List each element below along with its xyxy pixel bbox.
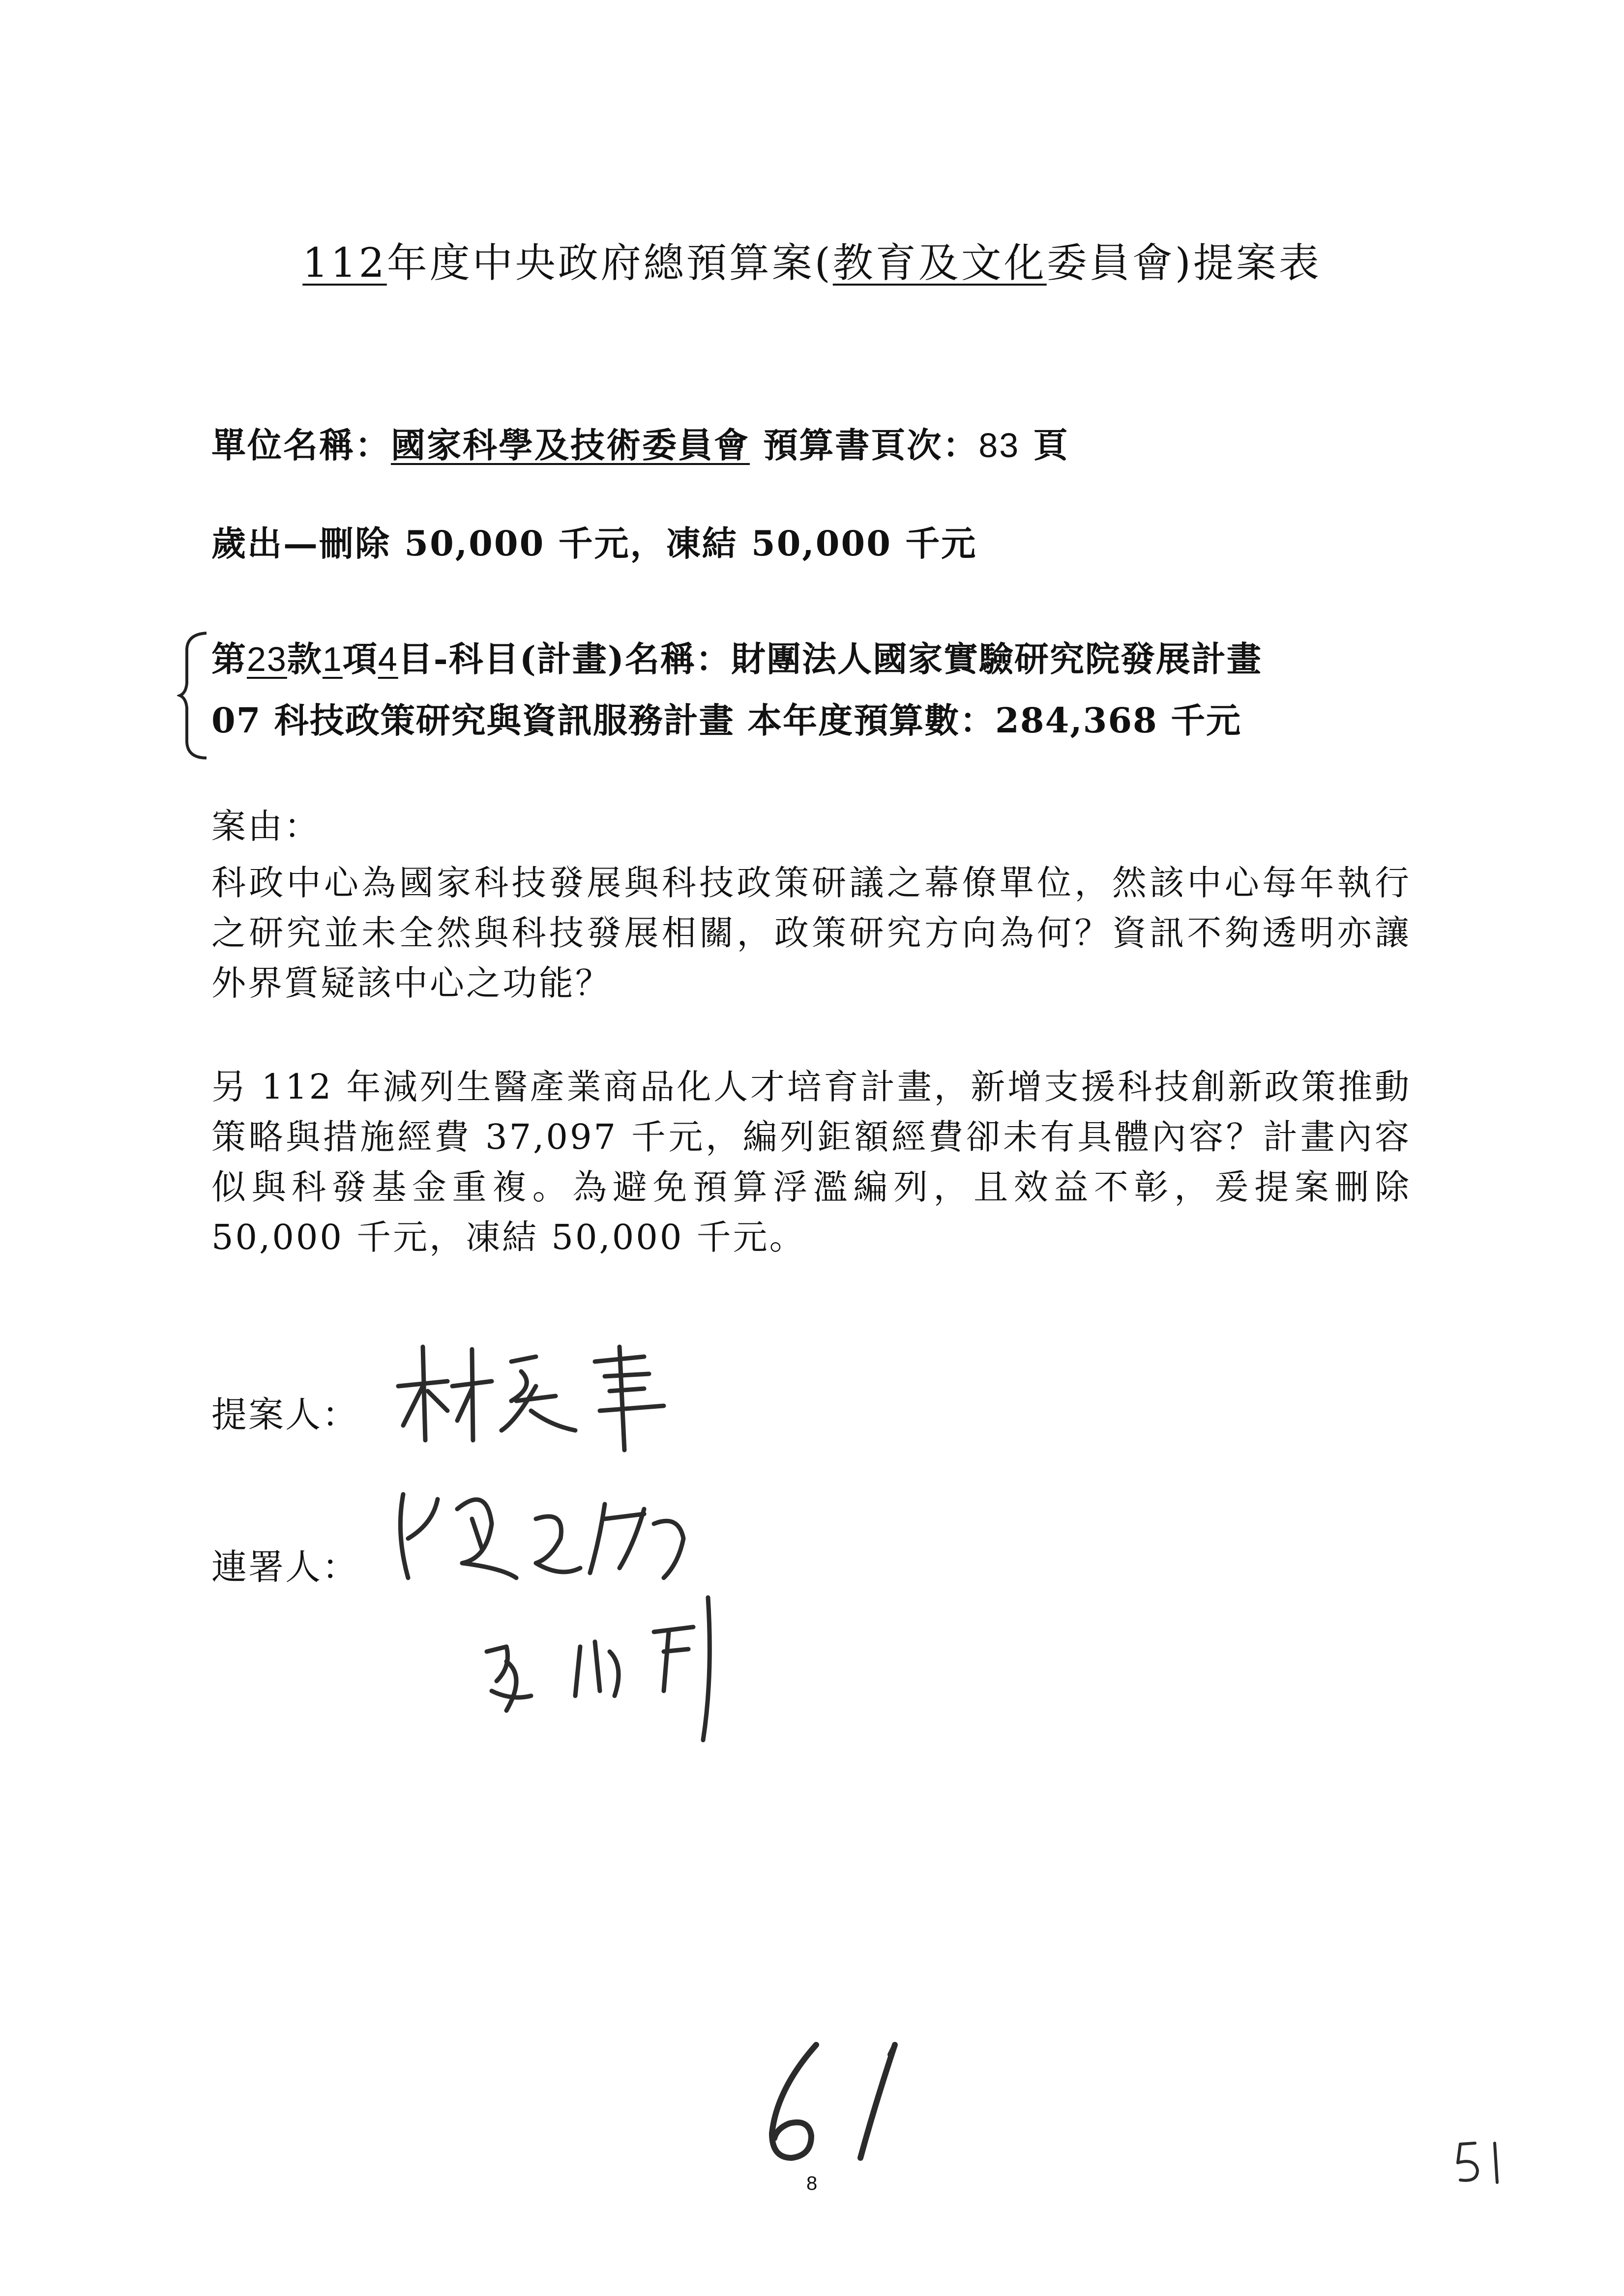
unit-label: 單位名稱：	[211, 425, 391, 465]
reason-paragraph-2: 另 112 年減列生醫產業商品化人才培育計畫，新增支援科技創新政策推動策略與措施經費 37,097 千元，編列鉅額經費卻未有具體內容？計畫內容似與科發基金重複。為避免預算浮濫編列，且效益不彰，爰提案刪除 50,000 千元，凍結 50,000 千元。	[211, 1067, 1411, 1257]
item-line-2: 07 科技政策研究與資訊服務計畫 本年度預算數：284,368 千元	[211, 700, 1242, 741]
form-title	[0, 231, 1624, 289]
reason-paragraph-1: 科政中心為國家科技發展與科技政策研議之幕僚單位，然該中心每年執行之研究並未全然與科技發展相關，政策研究方向為何？資訊不夠透明亦讓外界質疑該中心之功能？	[211, 863, 1411, 1003]
page-label: 預算書頁次：	[763, 425, 979, 465]
handwritten-number	[747, 2035, 924, 2168]
page-suffix: 頁	[1033, 425, 1069, 465]
proposer-signature	[388, 1327, 703, 1455]
item-line-1	[211, 632, 1262, 681]
expenditure-line: 歲出—刪除 50,000 千元，凍結 50,000 千元	[211, 523, 977, 564]
proposer-label: 提案人：	[211, 1394, 359, 1435]
corner-number	[1450, 2138, 1519, 2187]
cosigner-signature	[388, 1465, 772, 1770]
title-committee: 教育及文化	[832, 240, 1047, 287]
reason-label: 案由：	[211, 806, 321, 846]
item-bracket	[177, 629, 211, 762]
item-prefix: 第	[211, 639, 247, 679]
unit-line	[211, 418, 1069, 467]
item-xiang-label: 項	[342, 639, 378, 679]
page-number: 8	[806, 2173, 818, 2194]
budget-page-number: 83	[978, 426, 1020, 465]
item-xiang: 1	[322, 640, 343, 678]
unit-name: 國家科學及技術委員會	[391, 425, 750, 465]
title-year: 112	[302, 240, 387, 287]
title-middle: 年度中央政府總預算案(	[386, 240, 833, 287]
cosigner-label: 連署人：	[211, 1546, 359, 1588]
item-kuan-label: 款	[287, 639, 323, 679]
item-mu: 4	[378, 640, 398, 678]
title-end: 委員會)提案表	[1046, 240, 1322, 287]
item-kuan: 23	[247, 640, 287, 678]
item-mu-label: 目-科目(計畫)名稱：財團法人國家實驗研究院發展計畫	[398, 639, 1263, 679]
